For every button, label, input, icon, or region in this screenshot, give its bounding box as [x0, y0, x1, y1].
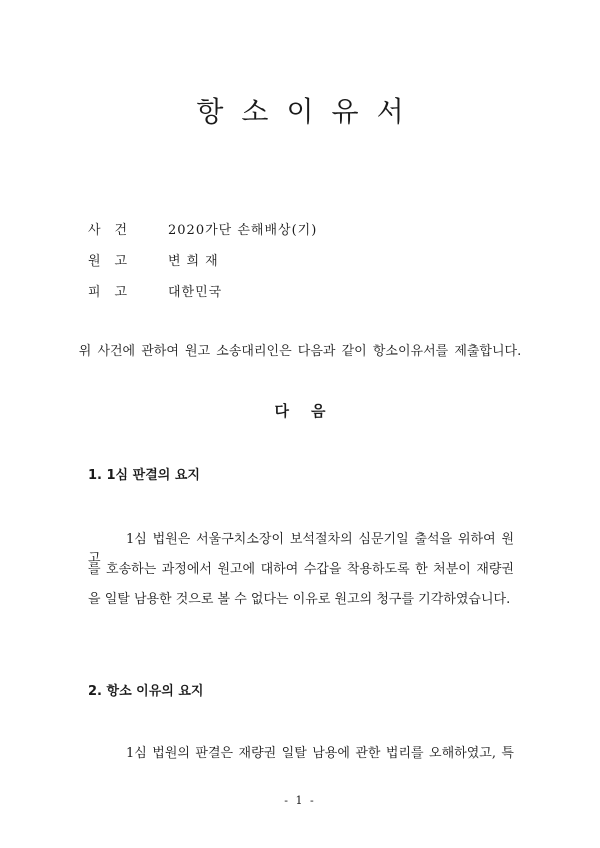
- section2-line-1: 1심 법원의 판결은 재량권 일탈 남용에 관한 법리를 오해하였고, 특: [126, 746, 514, 761]
- case-label: 사건: [88, 223, 142, 238]
- section2-heading: 2. 항소 이유의 요지: [88, 684, 204, 699]
- case-value: 2020가단 손해배상(기): [168, 223, 318, 238]
- case-info-row-case: [88, 219, 317, 238]
- plaintiff-value: 변희재: [168, 254, 224, 269]
- case-info-row-plaintiff: [88, 250, 224, 269]
- document-title: 항소이유서: [196, 95, 422, 128]
- defendant-value: 대한민국: [168, 285, 223, 300]
- section1-line-1: 1심 법원은 서울구치소장이 보석절차의 심문기일 출석을 위하여 원고: [88, 532, 514, 566]
- section1-heading: 1. 1심 판결의 요지: [88, 468, 200, 483]
- section1-line-3: 을 일탈 남용한 것으로 볼 수 없다는 이유로 원고의 청구를 기각하였습니다.: [88, 592, 511, 607]
- section1-line-2: 를 호송하는 과정에서 원고에 대하여 수갑을 착용하도록 한 처분이 재량권: [88, 562, 514, 577]
- page-number: - 1 -: [284, 794, 316, 807]
- case-info-row-defendant: [88, 281, 222, 300]
- defendant-label: 피고: [88, 285, 142, 300]
- section-title-dagum: 다음: [274, 402, 348, 420]
- intro-paragraph: 위 사건에 관하여 원고 소송대리인은 다음과 같이 항소이유서를 제출합니다.: [78, 344, 522, 359]
- plaintiff-label: 원고: [88, 254, 142, 269]
